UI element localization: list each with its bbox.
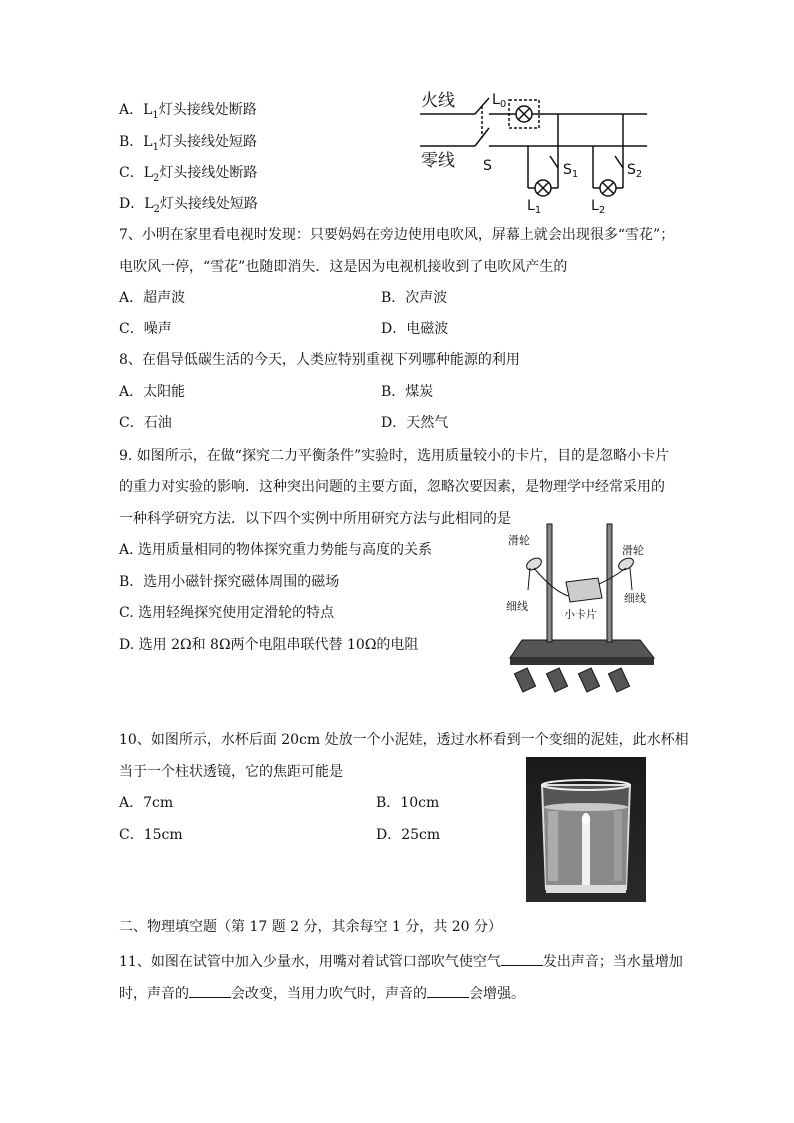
small-card-shape bbox=[566, 578, 602, 602]
q11-stem-line1: 11、如图在试管中加入少量水，用嘴对着试管口部吹气使空气 发出声音；当水量增加 bbox=[119, 951, 683, 972]
q9-stem-line1: 9. 如图所示，在做“探究二力平衡条件”实验时，选用质量较小的卡片，目的是忽略小卡片 bbox=[119, 448, 670, 464]
string-left-label: 细线 bbox=[506, 600, 528, 613]
q11-stem-line2: 时，声音的 会改变，当用力吹气时，声音的 会增强。 bbox=[119, 983, 525, 1004]
lamp-l0-icon bbox=[516, 106, 532, 122]
q11-blank-2[interactable] bbox=[189, 983, 231, 998]
l0-label: $L_0$ bbox=[492, 92, 507, 110]
q10-stem-line1: 10、如图所示，水杯后面 20cm 处放一个小泥娃，透过水杯看到一个变细的泥娃，此水杯相 bbox=[119, 732, 689, 748]
q8-option-a: A．太阳能 bbox=[119, 384, 186, 400]
q7-stem-line1: 7、小明在家里看电视时发现：只要妈妈在旁边使用电吹风，屏幕上就会出现很多“雪花”； bbox=[119, 227, 675, 243]
q7-stem-line2: 电吹风一停，“雪花”也随即消失．这是因为电视机接收到了电吹风产生的 bbox=[119, 259, 568, 275]
q6-option-a: A．$L_1$灯头接线处断路 bbox=[119, 102, 257, 121]
balance-apparatus-figure bbox=[500, 518, 665, 698]
q7-option-a: A．超声波 bbox=[119, 290, 186, 306]
q10-option-d: D．25cm bbox=[376, 827, 441, 843]
water-glass-photo bbox=[526, 757, 646, 902]
q9-option-d: D. 选用 2Ω和 8Ω两个电阻串联代替 10Ω的电阻 bbox=[119, 637, 419, 653]
q9-stem-line3: 一种科学研究方法．以下四个实例中所用研究方法与此相同的是 bbox=[119, 511, 511, 527]
l2-label: $L_2$ bbox=[591, 198, 606, 216]
q10-option-a: A．7cm bbox=[119, 795, 174, 811]
q8-stem: 8、在倡导低碳生活的今天，人类应特别重视下列哪种能源的利用 bbox=[119, 352, 520, 368]
q8-option-d: D．天然气 bbox=[381, 415, 449, 431]
lamp-l1-icon bbox=[535, 180, 551, 196]
q9-option-b: B．选用小磁针探究磁体周围的磁场 bbox=[119, 574, 340, 590]
neutral-wire-label: 零线 bbox=[421, 151, 455, 171]
q6-option-b: B．$L_1$灯头接线处短路 bbox=[119, 134, 257, 153]
q11-blank-1[interactable] bbox=[501, 951, 543, 966]
q11-blank-3[interactable] bbox=[427, 983, 469, 998]
household-circuit-diagram bbox=[415, 82, 660, 217]
q8-option-b: B．煤炭 bbox=[381, 384, 434, 400]
string-right-label: 细线 bbox=[624, 592, 646, 605]
pulley-left-label: 滑轮 bbox=[508, 534, 530, 547]
s2-label: $S_2$ bbox=[627, 162, 643, 180]
q10-stem-line2: 当于一个柱状透镜，它的焦距可能是 bbox=[119, 764, 343, 780]
switch-s-label: S bbox=[483, 158, 492, 174]
q6-option-c: C．$L_2$灯头接线处断路 bbox=[119, 165, 258, 184]
q9-option-c: C. 选用轻绳探究使用定滑轮的特点 bbox=[119, 605, 335, 621]
card-label: 小卡片 bbox=[564, 608, 597, 621]
live-wire-label: 火线 bbox=[421, 91, 455, 111]
pulley-right-label: 滑轮 bbox=[622, 544, 644, 557]
q7-option-c: C．噪声 bbox=[119, 321, 172, 337]
q10-option-c: C．15cm bbox=[119, 827, 183, 843]
q9-stem-line2: 的重力对实验的影响．这种突出问题的主要方面，忽略次要因素，是物理学中经常采用的 bbox=[119, 479, 665, 495]
q7-option-b: B．次声波 bbox=[381, 290, 448, 306]
q9-option-a: A. 选用质量相同的物体探究重力势能与高度的关系 bbox=[119, 542, 433, 558]
lamp-l2-icon bbox=[600, 180, 616, 196]
s1-label: $S_1$ bbox=[563, 162, 579, 180]
section-2-title: 二、物理填空题（第 17 题 2 分，其余每空 1 分，共 20 分） bbox=[119, 919, 503, 935]
q6-option-d: D．$L_2$灯头接线处短路 bbox=[119, 196, 258, 215]
q7-option-d: D．电磁波 bbox=[381, 321, 449, 337]
q8-option-c: C．石油 bbox=[119, 415, 172, 431]
q10-option-b: B．10cm bbox=[376, 795, 440, 811]
l1-label: $L_1$ bbox=[527, 198, 542, 216]
